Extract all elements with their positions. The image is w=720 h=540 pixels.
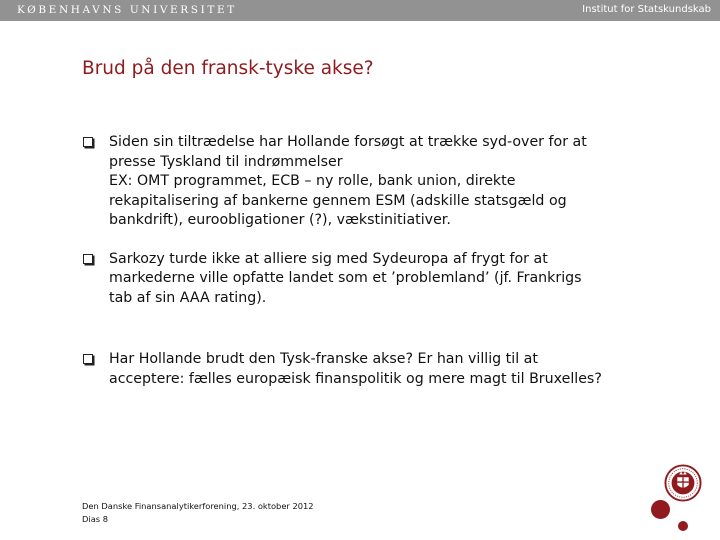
- slide-number: Dias 8: [82, 514, 109, 524]
- bullet-list: [83, 133, 603, 389]
- checkbox-bullet-icon: [83, 254, 93, 264]
- header-bar: [0, 0, 720, 21]
- bullet-item: [83, 133, 603, 231]
- bullet-item: [83, 250, 603, 309]
- decorative-dot-icon: [678, 521, 688, 531]
- checkbox-bullet-icon: [83, 354, 93, 364]
- bullet-text: Sarkozy turde ikke at alliere sig med Sydeuropa af frygt for at markederne ville opfatte landet som et ’problemland’ (jf. Frankrigs tab af sin AAA rating).: [109, 250, 582, 306]
- department-name: Institut for Statskundskab: [582, 4, 711, 15]
- bullet-text: EX: OMT programmet, ECB – ny rolle, bank union, direkte rekapitalisering af bankerne gennem ESM (adskille statsgæld og bankdrift), euroobligationer (?), vækstinitiativer.: [109, 173, 567, 228]
- university-name: KØBENHAVNS UNIVERSITET: [17, 4, 237, 16]
- decorative-dot-icon: [651, 500, 670, 519]
- slide-title: Brud på den fransk-tyske akse?: [82, 58, 374, 79]
- bullet-text: Har Hollande brudt den Tysk-franske akse? Er han villig til at acceptere: fælles europæisk finanspolitik og mere magt til Bruxelles?: [109, 351, 602, 387]
- footer: [82, 500, 314, 526]
- bullet-item: [83, 350, 603, 389]
- university-seal-icon: [664, 464, 702, 502]
- footer-event: Den Danske Finansanalytikerforening, 23. oktober 2012: [82, 501, 314, 511]
- checkbox-bullet-icon: [83, 137, 93, 147]
- bullet-text: Siden sin tiltrædelse har Hollande forsøgt at trække syd-over for at presse Tyskland til indrømmelser: [109, 134, 587, 170]
